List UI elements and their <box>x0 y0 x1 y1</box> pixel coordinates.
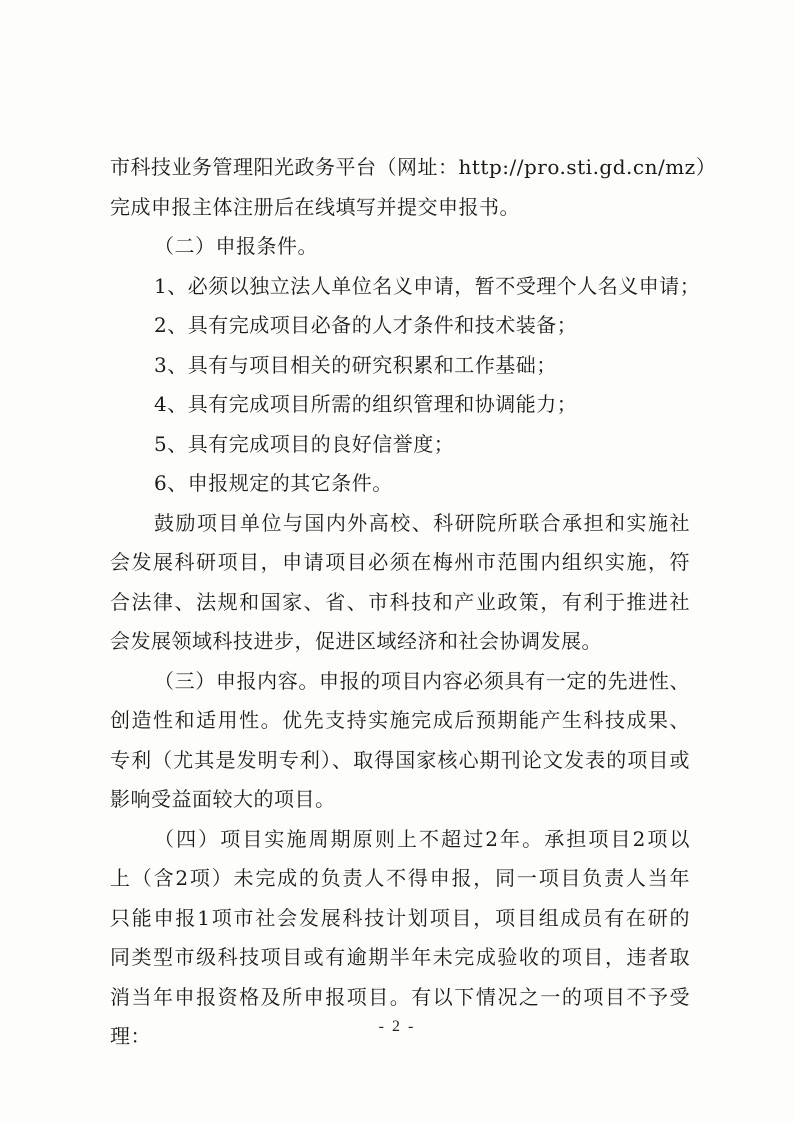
condition-5 <box>110 425 690 465</box>
text-line: 创造性和适用性。优先支持实施完成后预期能产生科技成果、 <box>110 708 690 732</box>
document-body <box>110 148 717 1057</box>
text-line: 1、必须以独立法人单位名义申请，暂不受理个人名义申请； <box>154 273 701 298</box>
continuation-paragraph <box>110 148 717 227</box>
condition-4 <box>110 385 690 425</box>
condition-2 <box>110 306 690 346</box>
text-line: （三）申报内容。申报的项目内容必须具有一定的先进性、 <box>154 668 690 693</box>
text-line: 合法律、法规和国家、省、市科技和产业政策，有利于推进社 <box>110 589 690 614</box>
section-heading-3 <box>110 662 690 820</box>
text-line: 完成申报主体注册后在线填写并提交申报书。 <box>110 194 520 219</box>
condition-1 <box>110 267 701 307</box>
condition-3 <box>110 346 690 386</box>
text-line: 同类型市级科技项目或有逾期半年未完成验收的项目，违者取 <box>110 945 690 969</box>
text-line: 理： <box>110 1024 151 1048</box>
section-heading-2 <box>110 227 690 267</box>
text-line: 影响受益面较大的项目。 <box>110 787 336 811</box>
text-line: 4、具有完成项目所需的组织管理和协调能力； <box>154 392 578 416</box>
page-number: - 2 - <box>378 1018 416 1035</box>
text-line: （二）申报条件。 <box>154 234 318 258</box>
text-line: 消当年申报资格及所申报项目。有以下情况之一的项目不予受 <box>110 984 690 1009</box>
text-line: 6、申报规定的其它条件。 <box>154 471 393 495</box>
text-line: 上（含2项）未完成的负责人不得申报，同一项目负责人当年 <box>110 866 690 890</box>
text-line: 专利（尤其是发明专利）、取得国家核心期刊论文发表的项目或 <box>110 747 690 772</box>
text-line: 市科技业务管理阳光政务平台（网址：http://pro.sti.gd.cn/mz） <box>110 155 717 179</box>
text-line: （四）项目实施周期原则上不超过2年。承担项目2项以 <box>154 826 690 851</box>
text-line: 3、具有与项目相关的研究积累和工作基础； <box>154 352 557 377</box>
text-line: 鼓励项目单位与国内外高校、科研院所联合承担和实施社 <box>154 510 690 535</box>
text-line: 2、具有完成项目必备的人才条件和技术装备； <box>154 313 578 337</box>
encouragement-paragraph <box>110 504 690 662</box>
condition-6 <box>110 464 690 504</box>
text-line: 会发展科研项目，申请项目必须在梅州市范围内组织实施，符 <box>110 550 690 574</box>
text-line: 只能申报1项市社会发展科技计划项目，项目组成员有在研的 <box>110 905 690 930</box>
text-line: 5、具有完成项目的良好信誉度； <box>154 431 455 456</box>
text-line: 会发展领域科技进步，促进区域经济和社会协调发展。 <box>110 629 602 653</box>
